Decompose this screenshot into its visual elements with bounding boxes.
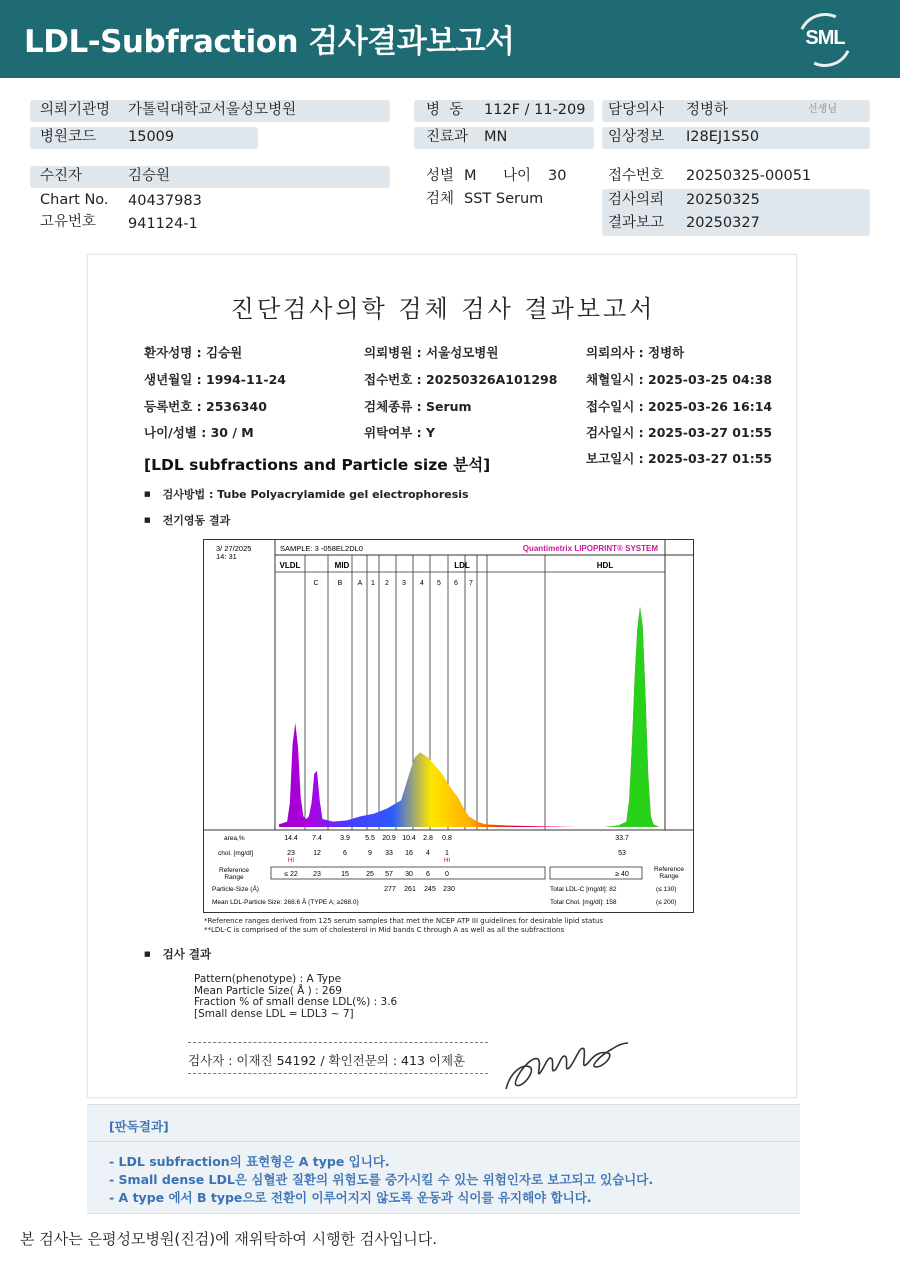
footer-note: 본 검사는 은평성모병원(진검)에 재위탁하여 시행한 검사입니다. (20, 1230, 438, 1248)
chol-value: 9 (368, 850, 372, 857)
result-line: Fraction % of small dense LDL(%) : 3.6 (194, 996, 398, 1008)
electrophoresis-chart (203, 539, 694, 913)
judgement-panel (87, 1104, 800, 1214)
divider (87, 1141, 800, 1142)
band-label: 2 (385, 580, 389, 587)
band-label: A (357, 580, 363, 587)
sex-value: M (464, 168, 477, 184)
chol-value: 12 (313, 850, 321, 857)
group-label: LDL (454, 561, 470, 570)
report-field: 환자성명 : 김승원 (144, 345, 243, 360)
psize-value: 245 (424, 886, 436, 893)
age-label: 나이 (503, 168, 532, 184)
section-heading: [LDL subfractions and Particle size 분석] (144, 456, 491, 474)
method-line: ■ 검사방법 : Tube Polyacrylamide gel electrophoresis (144, 486, 469, 502)
lipoprotein-curve (279, 607, 659, 827)
judgement-line: - A type 에서 B type으로 전환이 이루어지지 않도록 운동과 식이를 유지해야 합니다. (109, 1190, 592, 1205)
judgement-heading: [판독결과] (109, 1119, 169, 1134)
examinee-value: 김승원 (128, 168, 171, 184)
band-label: C (313, 580, 319, 587)
group-label: VLDL (279, 561, 301, 570)
total-ldl: Total LDL-C [mg/dl]: 82 (550, 886, 617, 893)
report-field: 나이/성별 : 30 / M (144, 425, 254, 440)
group-label: MID (334, 561, 350, 570)
hosp-code-value: 15009 (128, 129, 175, 145)
ward-label: 병 동 (426, 102, 464, 118)
req-org-value: 가톨릭대학교서울성모병원 (128, 102, 297, 118)
doctor-suffix: 선생님 (808, 104, 837, 115)
ref-value: 25 (366, 871, 374, 878)
hdl-peak (605, 607, 659, 827)
footnote-line: *Reference ranges derived from 125 serum samples that met the NCEP ATP III guidelines for desirable lipid status (204, 917, 604, 925)
report-field: 검체종류 : Serum (364, 399, 472, 414)
band-label: 7 (469, 580, 473, 587)
req-date-value: 20250325 (686, 192, 760, 208)
uid-value: 941124-1 (128, 216, 198, 232)
result-line: Pattern(phenotype) : A Type (194, 973, 342, 985)
ref-value: 30 (405, 871, 413, 878)
row-label: Particle-Size (Å) (212, 886, 259, 893)
row-label: chol. [mg/dl] (218, 850, 254, 857)
band-label: 4 (420, 580, 424, 587)
signature-icon (500, 1033, 630, 1095)
area-value: 14.4 (284, 835, 298, 842)
sml-logo (798, 13, 852, 67)
footnote-line: **LDL-C is comprised of the sum of cholesterol in Mid bands C through A as well as all the subfractions (204, 926, 565, 934)
row-label: Range (224, 874, 244, 881)
report-field: 접수일시 : 2025-03-26 16:14 (586, 399, 773, 414)
uid-label: 고유번호 (40, 214, 97, 230)
req-date-label: 검사의뢰 (608, 192, 665, 208)
ref-value: ≤ 22 (284, 871, 298, 878)
total-chol-ref: (≤ 200) (656, 899, 677, 906)
ward-value: 112F / 11-209 (484, 102, 586, 118)
row-label: area,% (224, 835, 245, 842)
area-value: 33.7 (615, 835, 629, 842)
report-field: 채혈일시 : 2025-03-25 04:38 (586, 372, 773, 387)
area-value: 3.9 (340, 835, 350, 842)
specimen-value: SST Serum (464, 191, 544, 207)
ref-right-label: Reference (654, 866, 684, 873)
receipt-no-label: 접수번호 (608, 168, 665, 184)
chol-value: 53 (618, 850, 626, 857)
specimen-label: 검체 (426, 191, 455, 207)
psize-value: 261 (404, 886, 416, 893)
doctor-value: 정병하 (686, 102, 729, 118)
chart-time: 14: 31 (216, 552, 237, 561)
chart-date: 3/ 27/2025 (216, 544, 252, 553)
age-value: 30 (548, 168, 567, 184)
total-chol: Total Chol. [mg/dl]: 158 (550, 899, 617, 906)
chol-value: 4 (426, 850, 430, 857)
band-label: 1 (371, 580, 375, 587)
chol-value: 1 (445, 850, 449, 857)
chart-no-value: 40437983 (128, 193, 202, 209)
electro-heading: ■ 전기영동 결과 (144, 512, 230, 528)
ref-value: ≥ 40 (615, 871, 629, 878)
hi-flag: HI (288, 858, 294, 864)
chol-value: 23 (287, 850, 295, 857)
report-field: 위탁여부 : Y (364, 425, 436, 440)
chol-value: 16 (405, 850, 413, 857)
ref-right-label: Range (659, 873, 679, 880)
dept-label: 진료과 (426, 129, 469, 145)
electrophoresis-svg (204, 540, 694, 913)
report-field: 등록번호 : 2536340 (144, 399, 267, 414)
result-heading: ■ 검사 결과 (144, 946, 211, 962)
clinical-label: 임상정보 (608, 129, 665, 145)
hosp-code-label: 병원코드 (40, 129, 97, 145)
chart-no-label: Chart No. (40, 192, 109, 208)
signature-line: 검사자 : 이재진 54192 / 확인전문의 : 413 이제훈 (188, 1053, 466, 1068)
judgement-line: - LDL subfraction의 표현형은 A type 입니다. (109, 1154, 390, 1169)
report-field: 접수번호 : 20250326A101298 (364, 372, 558, 387)
doctor-label: 담당의사 (608, 102, 665, 118)
divider (188, 1073, 488, 1074)
ref-value: 0 (445, 871, 449, 878)
report-field: 검사일시 : 2025-03-27 01:55 (586, 425, 773, 440)
area-value: 0.8 (442, 835, 452, 842)
report-header (0, 0, 900, 78)
report-field: 의뢰의사 : 정병하 (586, 345, 685, 360)
report-title: 진단검사의학 검체 검사 결과보고서 (230, 295, 656, 323)
chart-sample: SAMPLE: 3 -058EL2DL0 (280, 544, 363, 553)
band-label: B (337, 580, 343, 587)
area-value: 2.8 (423, 835, 433, 842)
hi-flag: HI (444, 858, 450, 864)
area-value: 20.9 (382, 835, 396, 842)
row-bar (30, 166, 390, 188)
divider (188, 1042, 488, 1043)
chol-value: 33 (385, 850, 393, 857)
band-label: 5 (437, 580, 441, 587)
chart-footnotes (204, 917, 603, 935)
total-ldl-ref: (≤ 130) (656, 886, 677, 893)
dept-value: MN (484, 129, 508, 145)
band-label: 6 (454, 580, 458, 587)
chol-value: 6 (343, 850, 347, 857)
logo-text: SML (805, 27, 845, 49)
area-value: 10.4 (402, 835, 416, 842)
result-line: [Small dense LDL = LDL3 ~ 7] (194, 1007, 354, 1020)
psize-value: 230 (443, 886, 455, 893)
scanned-report (87, 254, 797, 1098)
chart-brand: Quantimetrix LIPOPRINT® SYSTEM (522, 544, 658, 553)
ref-value: 23 (313, 871, 321, 878)
band-label: 3 (402, 580, 406, 587)
examinee-label: 수진자 (40, 168, 83, 184)
receipt-no-value: 20250325-00051 (686, 168, 812, 184)
ref-value: 57 (385, 871, 393, 878)
group-label: HDL (596, 561, 614, 570)
clinical-value: I28EJ1S50 (686, 129, 760, 145)
mean-size: Mean LDL-Particle Size: 268.6 Å (TYPE A; ≥268.0) (212, 899, 359, 906)
ref-value: 15 (341, 871, 349, 878)
report-date-value: 20250327 (686, 215, 760, 231)
area-value: 5.5 (365, 835, 375, 842)
report-field: 생년월일 : 1994-11-24 (144, 372, 286, 387)
result-list (194, 974, 397, 1020)
ref-value: 6 (426, 871, 430, 878)
area-value: 7.4 (312, 835, 322, 842)
req-org-label: 의뢰기관명 (40, 102, 111, 118)
report-date-label: 결과보고 (608, 215, 665, 231)
sex-label: 성별 (426, 168, 455, 184)
result-line: Mean Particle Size( Å ) : 269 (194, 984, 342, 997)
report-field: 보고일시 : 2025-03-27 01:55 (586, 451, 773, 466)
psize-value: 277 (384, 886, 396, 893)
row-label: Reference (219, 867, 249, 874)
judgement-line: - Small dense LDL은 심혈관 질환의 위험도를 증가시킬 수 있는 위험인자로 보고되고 있습니다. (109, 1172, 654, 1187)
report-field: 의뢰병원 : 서울성모병원 (364, 345, 499, 360)
page-title: LDL-Subfraction 검사결과보고서 (24, 24, 515, 60)
